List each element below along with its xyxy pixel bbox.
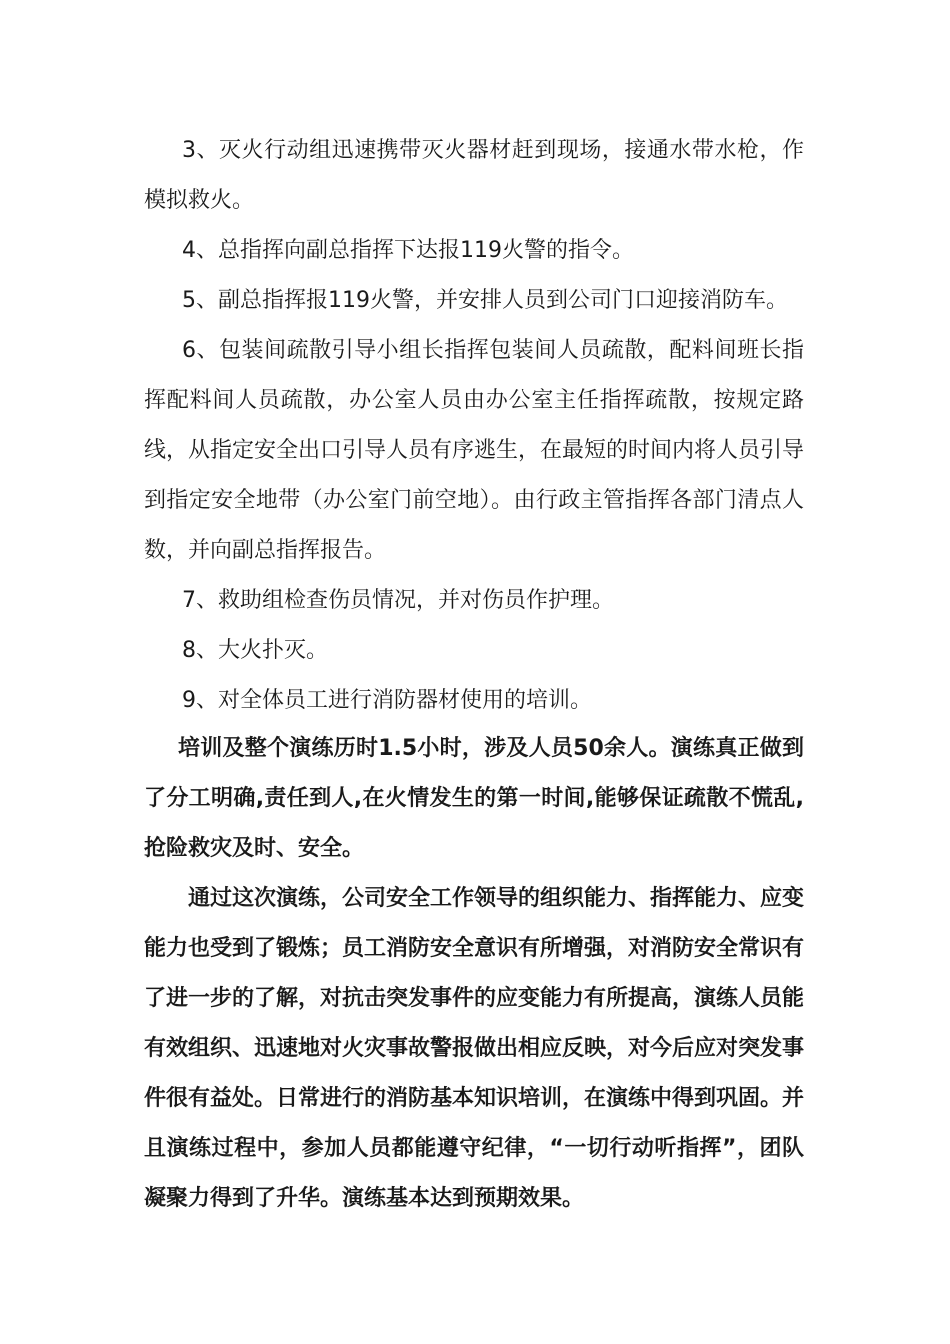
summary-paragraph: 培训及整个演练历时1.5小时，涉及人员50余人。演练真正做到了分工明确,责任到人,在火情发生的第一时间,能够保证疏散不慌乱,抢险救灾及时、安全。 <box>144 736 804 861</box>
step-6-paragraph: 6、包装间疏散引导小组长指挥包装间人员疏散，配料间班长指挥配料间人员疏散，办公室人员由办公室主任指挥疏散，按规定路线，从指定安全出口引导人员有序逃生，在最短的时间内将人员引导到指定安全地带（办公室门前空地）。由行政主管指挥各部门清点人数，并向副总指挥报告。 <box>144 338 805 563</box>
step-9-paragraph: 9、对全体员工进行消防器材使用的培训。 <box>182 688 592 713</box>
step-4-paragraph: 4、总指挥向副总指挥下达报119火警的指令。 <box>182 238 634 263</box>
conclusion-paragraph: 通过这次演练，公司安全工作领导的组织能力、指挥能力、应变能力也受到了锻炼；员工消防安全意识有所增强，对消防安全常识有了进一步的了解，对抗击突发事件的应变能力有所提高，演练人员能有效组织、迅速地对火灾事故警报做出相应反映，对今后应对突发事件很有益处。日常进行的消防基本知识培训，在演练中得到巩固。并且演练过程中，参加人员都能遵守纪律，“一切行动听指挥”，团队凝聚力得到了升华。演练基本达到预期效果。 <box>144 886 805 1211</box>
step-5-paragraph: 5、副总指挥报119火警，并安排人员到公司门口迎接消防车。 <box>182 288 788 313</box>
step-7-paragraph: 7、救助组检查伤员情况，并对伤员作护理。 <box>182 588 614 613</box>
step-3-paragraph: 3、灭火行动组迅速携带灭火器材赶到现场，接通水带水枪，作模拟救火。 <box>144 138 804 213</box>
step-8-paragraph: 8、大火扑灭。 <box>182 638 328 663</box>
